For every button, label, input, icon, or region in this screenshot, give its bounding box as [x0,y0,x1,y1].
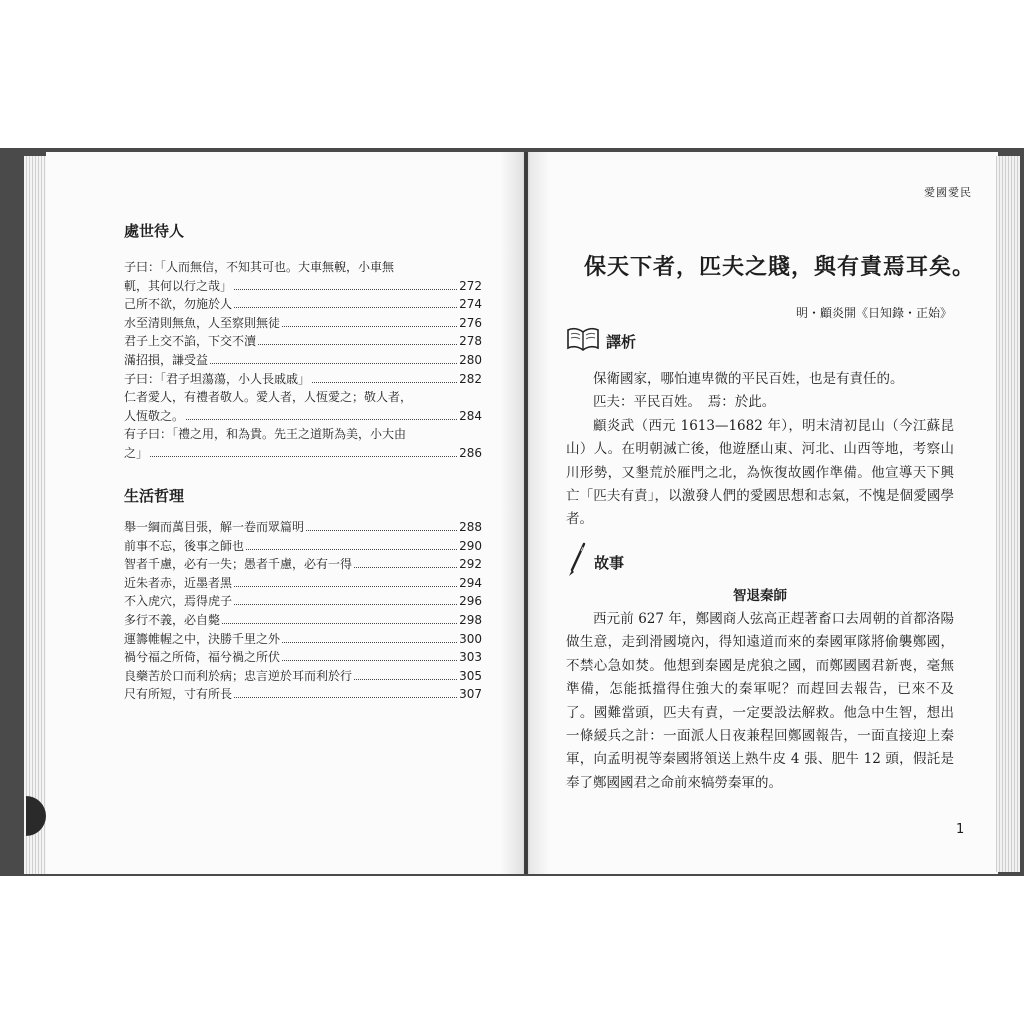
toc-entry-text: 子曰：「人而無信，不知其可也。大車無輗，小車無 [124,260,395,274]
toc-section-title: 處世待人 [124,222,185,240]
toc-entry-text: 君子上交不諂，下交不瀆 [124,334,257,349]
toc-leader-dots [234,696,457,698]
analysis-heading [566,326,636,356]
toc-leader-dots [354,678,457,680]
book-gutter [500,152,550,874]
toc-list [124,518,482,704]
page-title: 保天下者，匹夫之賤，與有責焉耳矣。 [584,255,976,280]
toc-entry-line [124,407,482,426]
toc-entry-line [124,537,482,556]
toc-entry-line [124,574,482,593]
toc-list [124,258,482,463]
toc-entry-text: 智者千慮，必有一失；愚者千慮，必有一得 [124,557,353,572]
toc-entry-text: 己所不欲，勿施於人 [124,297,233,312]
toc-leader-dots [210,362,457,364]
toc-entry-line [124,277,482,296]
toc-page-number: 300 [459,631,482,646]
toc-leader-dots [354,566,457,568]
toc-page-number: 278 [459,334,482,349]
toc-entry-text: 有子曰：「禮之用，和為貴。先王之道斯為美，小大由 [124,427,407,442]
toc-page-number: 305 [459,668,482,683]
toc-leader-dots [222,622,457,624]
toc-entry-line [124,425,482,444]
toc-entry-text: 舉一綱而萬目張，解一卷而眾篇明 [124,520,305,534]
pen-brush-icon [566,542,588,582]
toc-page-number: 272 [459,278,482,293]
story-label: 故事 [594,553,625,572]
toc-page-number: 276 [459,315,482,330]
toc-page-number: 298 [459,612,482,627]
toc-page-number: 280 [459,352,482,367]
toc-page-number: 284 [459,408,482,423]
toc-entry-line [124,258,482,277]
toc-entry-text: 之」 [124,445,149,460]
toc-page-number: 282 [459,371,482,386]
toc-entry-line [124,648,482,667]
toc-entry-line [124,444,482,463]
toc-section-title: 生活哲理 [124,487,185,505]
analysis-paragraph: 顧炎武（西元 1613—1682 年），明末清初昆山（今江蘇昆山）人。在明朝滅亡後，他遊歷山東、河北、山西等地，考察山川形勢，又墾荒於雁門之北，為恢復故國作準備。他宣導天下興亡「匹夫有責」，以激發人們的愛國思想和志氣，不愧是個愛國學者。 [566,417,954,528]
toc-entry-line [124,314,482,333]
toc-page-number: 307 [459,687,482,702]
toc-leader-dots [312,381,457,383]
toc-leader-dots [234,603,457,605]
toc-entry-text: 禍兮福之所倚，福兮禍之所伏 [124,650,281,665]
analysis-label: 譯析 [606,332,637,351]
analysis-paragraph: 匹夫：平民百姓。 焉：於此。 [593,394,776,411]
page-number: 1 [956,822,965,837]
story-heading [566,542,624,582]
toc-entry-line [124,555,482,574]
story-body [566,608,954,795]
toc-leader-dots [246,548,457,550]
running-head: 愛國愛民 [924,186,972,199]
toc-page-number: 303 [459,650,482,665]
toc-page-number: 288 [459,520,482,534]
toc-entry-text: 近朱者赤，近墨者黑 [124,575,233,590]
toc-leader-dots [150,455,457,457]
analysis-body [566,368,954,532]
open-book-icon [566,326,600,356]
story-paragraph: 西元前 627 年，鄭國商人弦高正趕著畜口去周朝的首都洛陽做生意，走到滑國境內，得知遠道而來的秦國軍隊將偷襲鄭國，不禁心急如焚。他想到秦國是虎狼之國，而鄭國國君新喪，毫無準備，怎能抵擋得住強大的秦軍呢？而趕回去報告，已來不及了。國難當頭，匹夫有責，一定要設法解救。他急中生智，想出一條緩兵之計：一面派人日夜兼程回鄭國報告，一面直接迎上秦軍，向孟明視等秦國將領送上熟牛皮 4 張、肥牛 12 頭，假託是奉了鄭國國君之命前來犒勞秦軍的。 [566,611,954,791]
toc-entry-text: 軏，其何以行之哉」 [124,278,233,293]
quote-source: 明・顧炎開《日知錄・正始》 [795,306,952,320]
toc-entry-text: 水至清則無魚，人至察則無徒 [124,315,281,330]
toc-entry-text: 滿招損，謙受益 [124,352,209,367]
toc-page-number: 292 [459,557,482,572]
toc-entry-line [124,351,482,370]
toc-leader-dots [234,288,457,290]
toc-entry-text: 前事不忘，後事之師也 [124,538,245,553]
toc-entry-text: 多行不義，必自斃 [124,612,221,627]
toc-entry-line [124,518,482,537]
toc-entry-line [124,685,482,704]
toc-leader-dots [186,418,457,420]
toc-leader-dots [234,306,457,308]
story-title: 智退秦師 [733,588,787,604]
right-page-edges [996,156,1020,872]
toc-leader-dots [306,529,457,531]
toc-leader-dots [282,325,457,327]
left-page-edges [24,156,48,874]
toc-page-number: 296 [459,594,482,609]
toc-entry-line [124,592,482,611]
toc-entry-text: 子曰：「君子坦蕩蕩，小人長戚戚」 [124,371,311,386]
toc-page-number: 274 [459,297,482,312]
toc-leader-dots [282,641,457,643]
toc-page-number: 290 [459,538,482,553]
toc-entry-text: 尺有所短，寸有所長 [124,687,233,702]
toc-entry-line [124,295,482,314]
toc-entry-text: 仁者愛人，有禮者敬人。愛人者，人恆愛之；敬人者， [124,390,413,405]
toc-entry-text: 良藥苦於口而利於病；忠言逆於耳而利於行 [124,668,353,683]
toc-leader-dots [282,659,457,661]
toc-entry-line [124,667,482,686]
toc-entry-line [124,630,482,649]
toc-entry-line [124,611,482,630]
toc-page-number: 294 [459,575,482,590]
toc-entry-line [124,370,482,389]
toc-entry-line [124,388,482,407]
toc-entry-text: 不入虎穴，焉得虎子 [124,594,233,609]
analysis-paragraph: 保衛國家，哪怕連卑微的平民百姓，也是有責任的。 [593,371,904,387]
toc-page-number: 286 [459,445,482,460]
toc-leader-dots [258,343,457,345]
toc-entry-text: 人恆敬之。 [124,408,185,423]
toc-entry-text: 運籌帷幄之中，決勝千里之外 [124,631,281,646]
toc-leader-dots [234,585,457,587]
toc-entry-line [124,332,482,351]
